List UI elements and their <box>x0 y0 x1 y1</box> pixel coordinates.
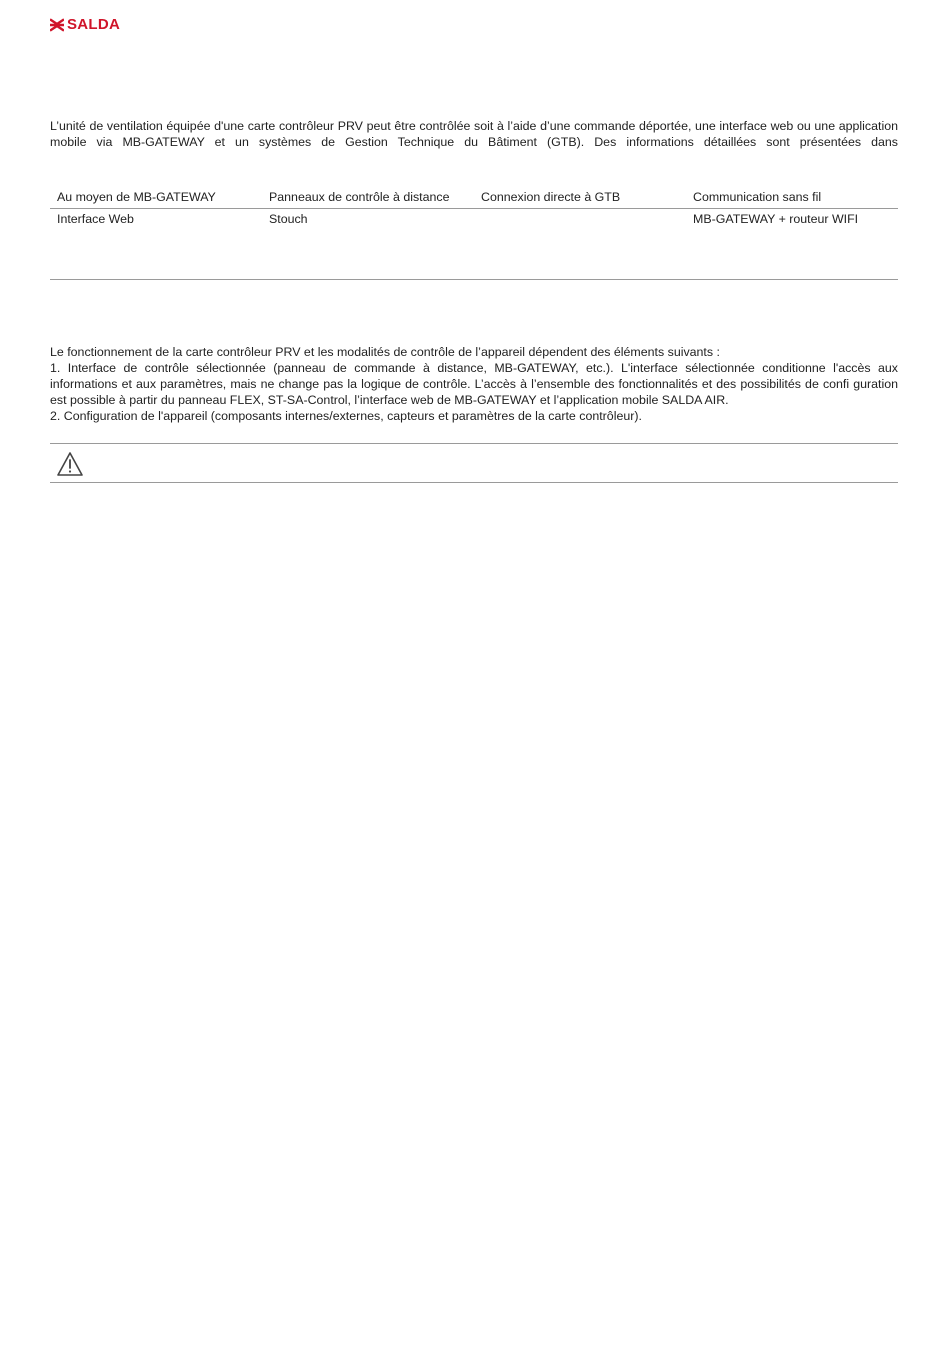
control-methods-table <box>50 186 898 230</box>
table-cell <box>474 208 686 230</box>
salda-logo <box>50 16 120 34</box>
column-header: Panneaux de contrôle à distance <box>262 186 474 208</box>
salda-logo-icon <box>50 18 64 32</box>
intro-paragraph <box>50 118 898 150</box>
operation-paragraph <box>50 344 898 424</box>
table-cell: MB-GATEWAY + routeur WIFI <box>693 212 859 227</box>
operation-item-1: 1. Interface de contrôle sélectionnée (panneau de commande à distance, MB-GATEWAY, etc.). L'interface sélectionnée conditionne l'accès aux informations et aux paramètres, mais ne change pas la logique de contrôle. L’accès à l’ensemble des fonctionnalités et des possibilités de confi guration est possible à partir du panneau FLEX, ST-SA-Control, l’interface web de MB-GATEWAY et l’application mobile SALDA AIR. <box>50 361 898 407</box>
table-row <box>50 208 898 230</box>
logo-text: SALDA <box>67 16 121 33</box>
operation-intro-line: Le fonctionnement de la carte contrôleur PRV et les modalités de contrôle de l’appareil dépendent des éléments suivants : <box>50 345 720 359</box>
intro-text: L’unité de ventilation équipée d'une carte contrôleur PRV peut être contrôlée soit à l’aide d’une commande déportée, une interface web ou une application mobile via MB-GATEWAY et un systèmes de Gestion Technique du Bâtiment (GTB). Des informations détaillées sont présentées dans <box>50 119 898 149</box>
column-header: Au moyen de MB-GATEWAY <box>50 186 262 208</box>
table-cell: Interface Web <box>57 212 134 227</box>
operation-item-2: 2. Configuration de l'appareil (composants internes/externes, capteurs et paramètres de la carte contrôleur). <box>50 409 642 423</box>
table-cell: Stouch <box>269 212 308 227</box>
column-header: Connexion directe à GTB <box>474 186 686 208</box>
section-divider <box>50 279 898 280</box>
column-header: Communication sans fil <box>686 186 898 208</box>
warning-triangle-icon <box>56 451 84 477</box>
warning-box <box>50 443 898 483</box>
table-header-row <box>50 186 898 208</box>
